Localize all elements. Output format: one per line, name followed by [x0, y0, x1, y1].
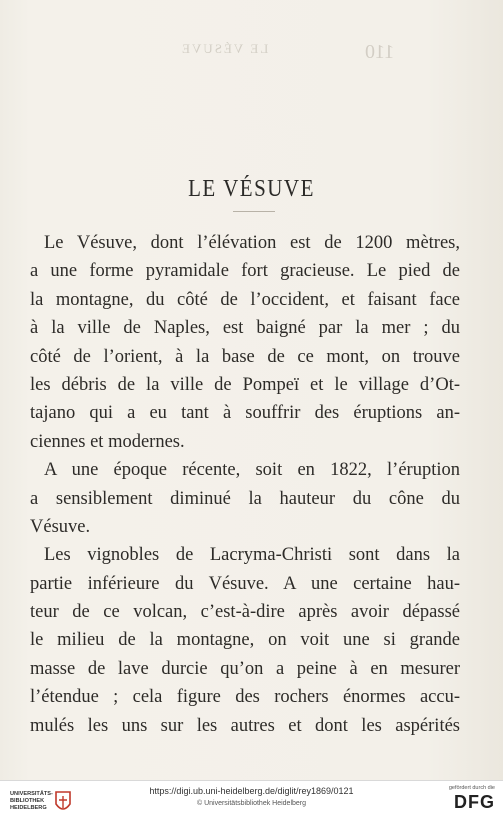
text-line: teur de ce volcan, c’est-à-dire après avoir dépassé	[30, 602, 460, 623]
dfg-logo[interactable]: DFG	[454, 792, 495, 812]
text-line: les débris de la ville de Pompeï et le village d’Ot-	[30, 374, 460, 395]
text-line: tajano qui a eu tant à souffrir des éruptions an-	[30, 403, 460, 424]
bleed-through-running-head: LE VÉSUVE	[180, 41, 269, 56]
copyright-notice	[0, 800, 503, 807]
text-line: mulés les uns sur les autres et dont les aspérités	[30, 715, 460, 736]
chapter-title: LE VÉSUVE	[188, 174, 315, 202]
text-line: a sensiblement diminué la hauteur du cône du	[30, 488, 460, 509]
text-line: côté de l’orient, à la base de ce mont, on trouve	[30, 346, 460, 367]
bleed-through-page-number: 110	[365, 41, 395, 63]
text-line: partie inférieure du Vésuve. A une certaine hau-	[30, 573, 460, 594]
text-line: A une époque récente, soit en 1822, l’éruption	[44, 460, 460, 481]
text-line: la montagne, du côté de l’occident, et faisant face	[30, 289, 460, 310]
permalink-url[interactable]: https://digi.ub.uni-heidelberg.de/diglit/rey1869/0121	[149, 786, 354, 796]
university-library-name: UNIVERSITÄTS- BIBLIOTHEK HEIDELBERG	[10, 791, 53, 811]
text-line: le milieu de la montagne, on voit une si grande	[30, 630, 460, 651]
text-line: Les vignobles de Lacryma-Christi sont dans la	[44, 545, 460, 566]
text-line: Vésuve.	[30, 516, 91, 537]
text-line: a une forme pyramidale fort gracieuse. Le pied de	[30, 261, 460, 282]
body-text	[30, 229, 460, 740]
text-line: masse de lave durcie qu’on a peine à en mesurer	[30, 658, 460, 679]
text-line: ciennes et modernes.	[30, 431, 185, 452]
funding-note: gefördert durch die	[448, 785, 495, 791]
text-line: à la ville de Naples, est baigné par la mer ; du	[30, 318, 460, 339]
text-line: Le Vésuve, dont l’élévation est de 1200 mètres,	[44, 233, 460, 253]
title-rule	[233, 211, 275, 212]
copyright-text: © Universitätsbibliothek Heidelberg	[196, 800, 307, 807]
text-line: l’étendue ; cela figure des rochers énormes accu-	[30, 687, 460, 708]
footer-bar	[0, 780, 503, 816]
